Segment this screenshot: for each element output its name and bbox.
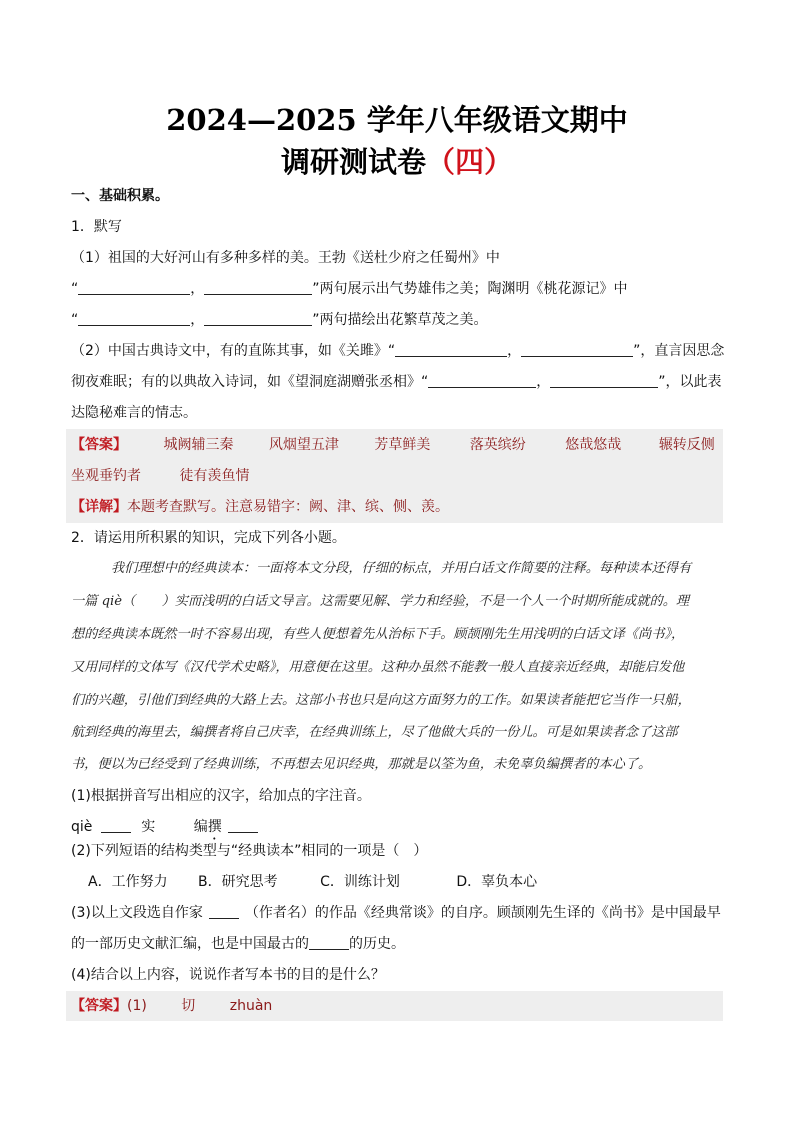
q1-answer-row1 bbox=[71, 435, 715, 455]
answer-item: 落英缤纷 bbox=[469, 437, 526, 453]
passage-line: 书，便以为已经受到了经典训练，不再想去见识经典，那就是以筌为鱼，未免辜负编撰者的本心了。 bbox=[71, 757, 652, 772]
answer-item: 悠哉悠哉 bbox=[565, 437, 622, 453]
answer-item: 切 bbox=[181, 998, 196, 1014]
q1-answer-row2 bbox=[71, 466, 249, 486]
answer-item: 风烟望五津 bbox=[268, 437, 339, 453]
answer-blank[interactable] bbox=[204, 280, 312, 295]
q1-part2-line3: 达隐秘难言的情志。 bbox=[71, 405, 197, 421]
exam-title-line1: 2024—2025 学年八年级语文期中 bbox=[166, 103, 628, 137]
answer-item: 芳草鲜美 bbox=[374, 437, 431, 453]
answer-item: (1) bbox=[127, 998, 147, 1014]
answer-blank[interactable] bbox=[428, 373, 536, 388]
q1-part2-line1: （2）中国古典诗文中，有的直陈其事，如《关雎》“ ， ”，直言因思念 bbox=[71, 343, 725, 359]
q1-part1-line3: “ ， ”两句描绘出花繁草茂之美。 bbox=[71, 312, 488, 328]
q2-sub3-line2: 的一部历史文献汇编，也是中国最古的 的历史。 bbox=[71, 936, 405, 952]
q2-sub2: (2)下列短语的结构类型与“经典读本”相同的一项是（ ） bbox=[71, 843, 428, 859]
detail-tag: 【详解】 bbox=[71, 499, 127, 515]
detail-text: 本题考查默写。注意易错字：阙、津、缤、侧、羡。 bbox=[127, 499, 449, 515]
q1-detail bbox=[71, 497, 449, 517]
answer-blank[interactable] bbox=[209, 904, 239, 919]
option-b[interactable]: B．研究思考 bbox=[198, 874, 278, 890]
q2-sub4: (4)结合以上内容，说说作者写本书的目的是什么？ bbox=[71, 967, 385, 983]
passage-line: 想的经典读本既然一时不容易出现，有些人便想着先从治标下手。顾颉刚先生用浅明的白话文译《尚书》， bbox=[71, 627, 685, 642]
passage-line: 们的兴趣，引他们到经典的大路上去。这部小书也只是向这方面努力的工作。如果读者能把它当作一只船， bbox=[71, 693, 691, 708]
q1-part1-line2: “ ， ”两句展示出气势雄伟之美；陶渊明《桃花源记》中 bbox=[71, 281, 628, 297]
q2-answer-row bbox=[71, 996, 272, 1016]
answer-blank[interactable] bbox=[395, 342, 507, 357]
answer-blank[interactable] bbox=[78, 280, 190, 295]
q1-part2-line2: 彻夜难眠；有的以典故入诗词，如《望洞庭湖赠张丞相》“ ， ”，以此表 bbox=[71, 374, 722, 390]
option-d[interactable]: D．辜负本心 bbox=[456, 874, 538, 890]
q1-part1-intro: （1）祖国的大好河山有多种多样的美。王勃《送杜少府之任蜀州》中 bbox=[71, 250, 500, 266]
passage-line: 又用同样的文体写《汉代学术史略》，用意便在这里。这种办虽然不能教一般人直接亲近经典，却能启发他 bbox=[71, 660, 685, 675]
answer-tag: 【答案】 bbox=[71, 437, 127, 453]
passage-line: 我们理想中的经典读本：一面将本文分段，仔细的标点，并用白话文作简要的注释。每种读本还得有 bbox=[111, 561, 692, 576]
answer-blank[interactable] bbox=[101, 818, 131, 833]
q2-heading: 2．请运用所积累的知识，完成下列各小题。 bbox=[71, 530, 346, 546]
title-main: 调研测试卷 bbox=[280, 145, 426, 179]
answer-item: zhuàn bbox=[229, 998, 273, 1014]
answer-blank[interactable] bbox=[521, 342, 633, 357]
passage-line: 航到经典的海里去，编撰者将自己庆幸，在经典训练上，尽了他做大兵的一份儿。可是如果读者念了这部 bbox=[71, 725, 678, 740]
answer-blank[interactable] bbox=[309, 935, 349, 950]
answer-item: 坐观垂钓者 bbox=[71, 468, 141, 484]
answer-tag: 【答案】 bbox=[71, 998, 127, 1014]
title-number: （四） bbox=[426, 145, 514, 179]
answer-blank[interactable] bbox=[78, 311, 190, 326]
q2-sub1-blanks: qiè 实 编撰 bbox=[71, 817, 723, 843]
section-heading: 一、基础积累。 bbox=[71, 188, 169, 204]
q1-heading: 1．默写 bbox=[71, 219, 122, 235]
option-a[interactable]: A．工作努力 bbox=[88, 874, 168, 890]
answer-blank[interactable] bbox=[228, 818, 258, 833]
q2-sub1: (1)根据拼音写出相应的汉字，给加点的字注音。 bbox=[71, 788, 371, 804]
answer-item: 徒有羡鱼情 bbox=[179, 468, 250, 484]
answer-item: 辗转反侧 bbox=[658, 437, 715, 453]
q2-sub2-options bbox=[88, 872, 740, 892]
exam-title-line2 bbox=[0, 140, 794, 181]
option-c[interactable]: C．训练计划 bbox=[320, 874, 400, 890]
answer-item: 城阙辅三秦 bbox=[163, 437, 234, 453]
answer-blank[interactable] bbox=[550, 373, 658, 388]
passage-line: 一篇 qiè（ ）实而浅明的白话文导言。这需要见解、学力和经验，不是一个人一个时期所能成就的。理 bbox=[71, 594, 690, 609]
q2-sub3-line1: (3)以上文段选自作家 （作者名）的作品《经典常谈》的自序。顾颉刚先生译的《尚书》是中国最早 bbox=[71, 905, 721, 921]
answer-blank[interactable] bbox=[204, 311, 312, 326]
dotted-char: 撰 bbox=[207, 819, 222, 835]
